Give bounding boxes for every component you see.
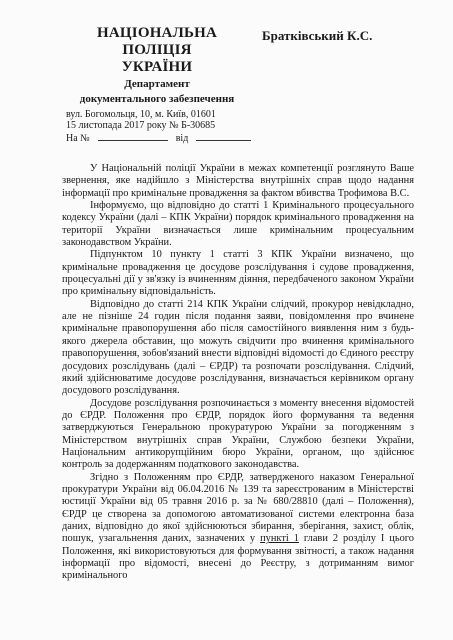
reference-prefix: На № bbox=[66, 133, 90, 144]
department-line2: документального забезпечення bbox=[79, 93, 235, 105]
paragraph-2: Інформуємо, що відповідно до статті 1 Кримінального процесуального кодексу України (далі – КПК України) порядок кримінального провадження на території України визначається лише кримінальним процесуальним законодавством України. bbox=[62, 200, 414, 249]
department-line1: Департамент bbox=[124, 78, 190, 90]
date-number-line bbox=[62, 120, 252, 131]
paragraph-1: У Національній поліції України в межах компетенції розглянуто Ваше звернення, яке надійшло з Міністерства внутрішніх справ щодо надання інформації про кримінальне провадження за фактом вбивства Трофимова В.С. bbox=[62, 163, 414, 199]
address: вул. Богомольця, 10, м. Київ, 01601 bbox=[66, 109, 216, 120]
paragraph-6-part2: глави 2 розділу І цього Положення, які використовуються для формування звітності, а також надання інформації про відомості, внесені до Реєстру, з дотриманням вимог кримінального bbox=[62, 533, 414, 582]
paragraph-4: Відповідно до статті 214 КПК України слідчий, прокурор невідкладно, але не пізніше 24 годин після подання заяви, повідомлення про вчинене кримінальне правопорушення або після самостійного виявлення ним з будь-якого джерела обставин, що можуть свідчити про вчинення кримінального правопорушення, зобов'язаний внести відповідні відомості до Єдиного реєстру досудових розслідувань (далі – ЄРДР) та розпочати розслідування. Слідчий, який здійснюватиме досудове розслідування, визначається керівником органу досудового розслідування. bbox=[62, 298, 414, 397]
paragraph-3: Підпунктом 10 пункту 1 статті 3 КПК України визначено, що кримінальне провадження це досудове розслідування і судове провадження, процесуальні дії у зв'язку із вчиненням діяння, передбаченого законом України про кримінальну відповідальність. bbox=[62, 249, 414, 298]
reference-date-blank bbox=[196, 131, 251, 141]
reference-from: від bbox=[175, 133, 189, 144]
org-name-line1: НАЦІОНАЛЬНА ПОЛІЦІЯ bbox=[97, 25, 217, 58]
paragraph-5: Досудове розслідування розпочинається з моменту внесення відомостей до ЄРДР. Положення про ЄРДР, порядок його формування та ведення затверджуються Генеральною прокуратурою України за погодженням з Міністерством внутрішніх справ України, Службою безпеки України, Національним антикорупційним бюро України, органом, що здійснює контроль за додержанням податкового законодавства. bbox=[62, 397, 414, 471]
addressee: Братківський К.С. bbox=[262, 28, 373, 43]
letterhead bbox=[62, 25, 252, 144]
reference-number-blank bbox=[98, 131, 168, 141]
org-name-line2: УКРАЇНИ bbox=[121, 59, 193, 75]
paragraph-6 bbox=[62, 472, 414, 583]
letter-body bbox=[62, 163, 414, 583]
reference-line bbox=[62, 131, 252, 144]
paragraph-6-part1: Згідно з Положенням про ЄРДР, затвердженого наказом Генеральної прокуратури України від 06.04.2016 № 139 та зареєстрованим в Міністерстві юстиції України від 05 травня 2016 р. за № 680/28810 (далі – Положення), ЄРДР це створена за допомогою автоматизованої системи електронна база даних, відповідно до якої здійснюються збирання, зберігання, захист, облік, пошук, узагальнення даних, зазначених у bbox=[62, 471, 414, 545]
paragraph-6-link: пункті 1 bbox=[260, 533, 299, 545]
date-number: 15 листопада 2017 року № Б-30685 bbox=[66, 120, 216, 131]
